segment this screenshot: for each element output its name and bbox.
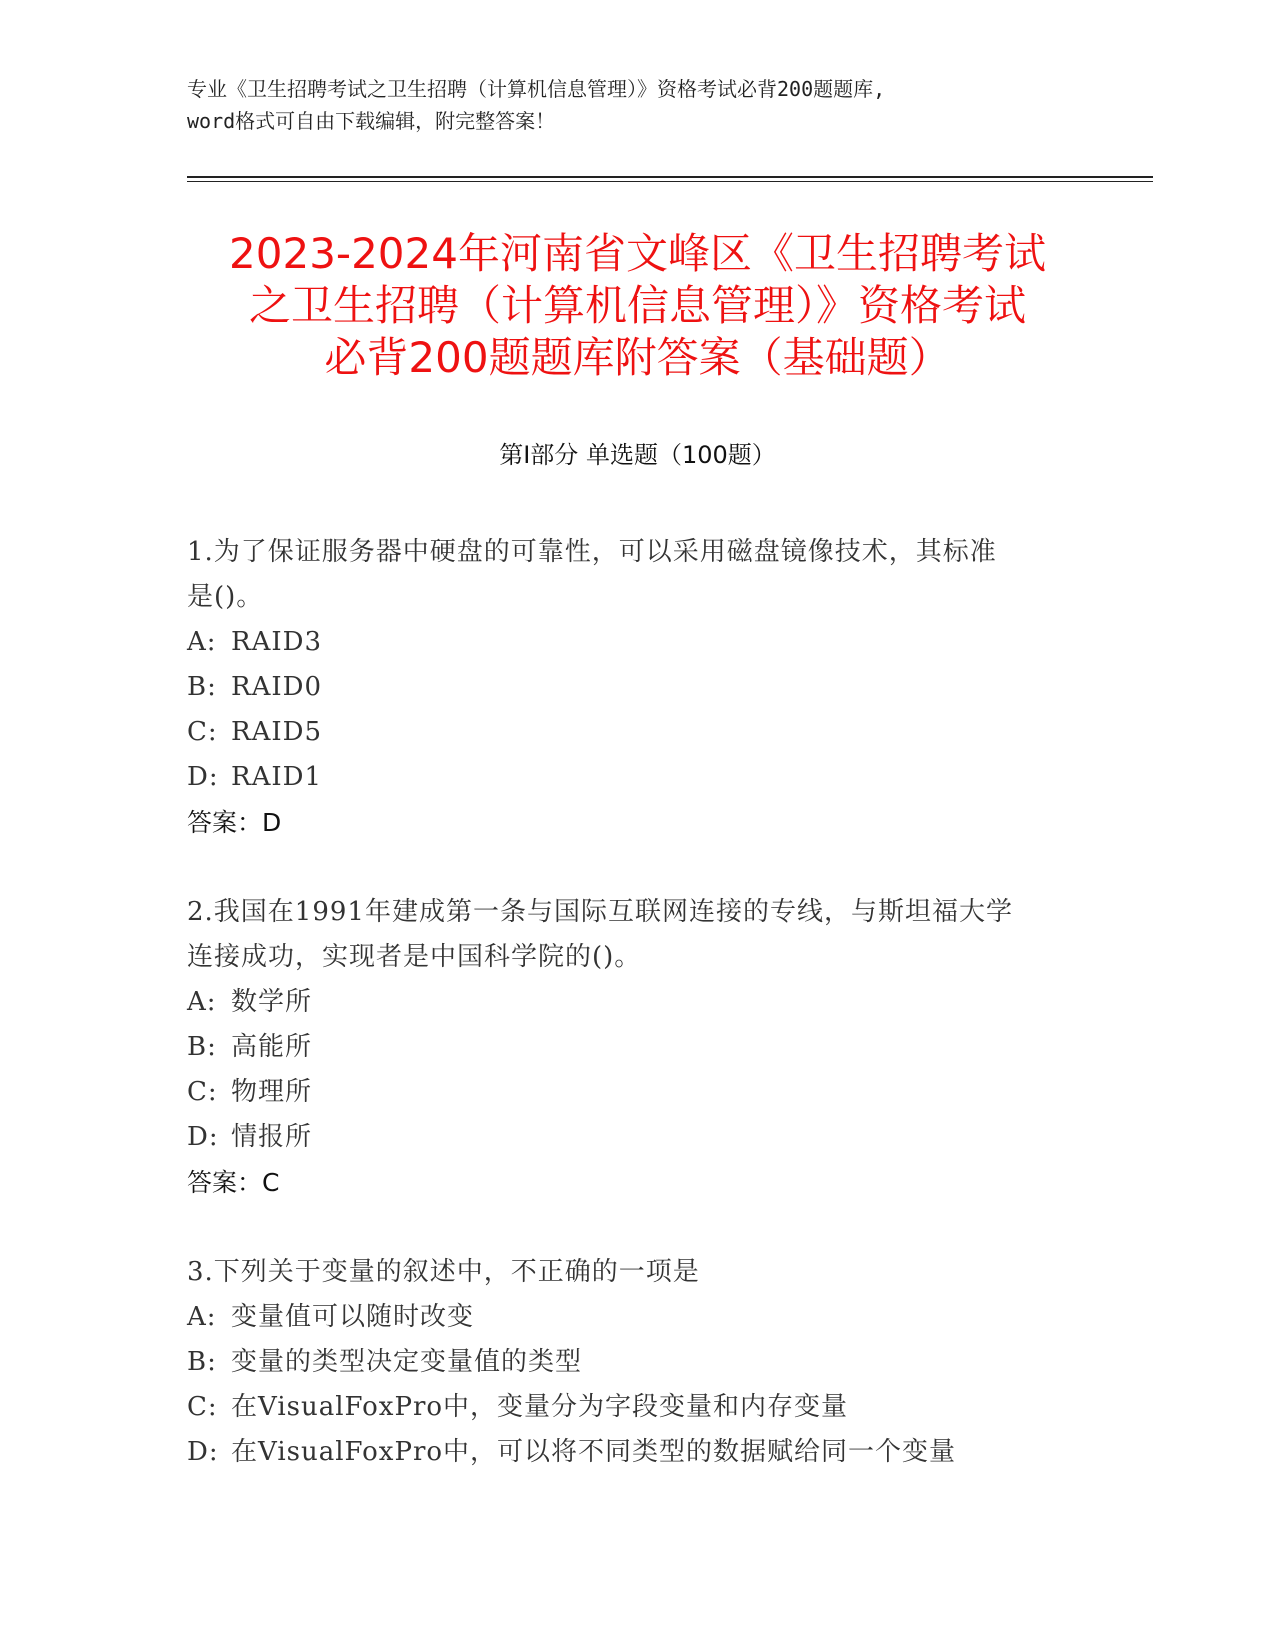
option-key: B: — [187, 1347, 217, 1377]
option-key: B: — [187, 1032, 217, 1062]
option-key: D: — [187, 1437, 219, 1467]
option-b — [187, 1025, 1087, 1070]
question-stem-line: 2.我国在1991年建成第一条与国际互联网连接的专线，与斯坦福大学 — [187, 897, 1013, 927]
document-title-line-1: 2023-2024年河南省文峰区《卫生招聘考试 — [229, 229, 1046, 278]
header-divider-thick — [187, 176, 1153, 178]
option-text: RAID0 — [231, 672, 323, 702]
header-note-line-1: 专业《卫生招聘考试之卫生招聘（计算机信息管理）》资格考试必背200题题库, — [187, 77, 886, 101]
option-text: RAID1 — [231, 762, 323, 792]
option-text: 在VisualFoxPro中，变量分为字段变量和内存变量 — [231, 1392, 849, 1422]
option-text: 数学所 — [231, 987, 313, 1017]
header-note — [187, 73, 1087, 137]
question-stem — [187, 1250, 1087, 1295]
option-text: 在VisualFoxPro中，可以将不同类型的数据赋给同一个变量 — [231, 1437, 957, 1467]
document-title — [100, 228, 1175, 384]
option-a — [187, 620, 1087, 665]
question-item — [187, 530, 1087, 845]
question-stem — [187, 890, 1087, 980]
answer-line: 答案：C — [187, 1168, 280, 1197]
question-stem-line: 3.下列关于变量的叙述中，不正确的一项是 — [187, 1257, 700, 1287]
option-text: RAID3 — [231, 627, 323, 657]
header-divider-thin — [187, 181, 1153, 182]
question-stem — [187, 530, 1087, 620]
question-item — [187, 890, 1087, 1205]
option-text: 物理所 — [231, 1077, 313, 1107]
option-a — [187, 980, 1087, 1025]
option-b — [187, 665, 1087, 710]
option-key: C: — [187, 1077, 218, 1107]
question-stem-line: 1.为了保证服务器中硬盘的可靠性，可以采用磁盘镜像技术，其标准 — [187, 537, 997, 567]
question-stem-line: 连接成功，实现者是中国科学院的()。 — [187, 942, 642, 972]
option-key: A: — [187, 987, 217, 1017]
option-text: 变量的类型决定变量值的类型 — [231, 1347, 583, 1377]
option-d — [187, 1115, 1087, 1160]
header-note-line-2: word格式可自由下载编辑，附完整答案！ — [187, 109, 556, 133]
option-key: C: — [187, 717, 218, 747]
document-title-line-3: 必背200题题库附答案（基础题） — [324, 333, 951, 382]
option-c — [187, 1070, 1087, 1115]
option-b — [187, 1340, 1087, 1385]
document-title-line-2: 之卫生招聘（计算机信息管理）》资格考试 — [248, 281, 1026, 330]
question-item — [187, 1250, 1087, 1475]
option-text: RAID5 — [231, 717, 323, 747]
option-key: A: — [187, 1302, 217, 1332]
option-key: D: — [187, 762, 219, 792]
question-stem-line: 是()。 — [187, 582, 264, 612]
option-d — [187, 755, 1087, 800]
option-text: 高能所 — [231, 1032, 313, 1062]
option-text: 变量值可以随时改变 — [231, 1302, 475, 1332]
option-d — [187, 1430, 1087, 1475]
option-key: B: — [187, 672, 217, 702]
answer-line: 答案：D — [187, 808, 282, 837]
option-key: C: — [187, 1392, 218, 1422]
question-list — [187, 530, 1087, 1520]
option-c — [187, 1385, 1087, 1430]
option-text: 情报所 — [231, 1122, 313, 1152]
option-c — [187, 710, 1087, 755]
option-a — [187, 1295, 1087, 1340]
option-key: A: — [187, 627, 217, 657]
option-key: D: — [187, 1122, 219, 1152]
section-heading: 第Ⅰ部分 单选题（100题） — [499, 441, 776, 469]
